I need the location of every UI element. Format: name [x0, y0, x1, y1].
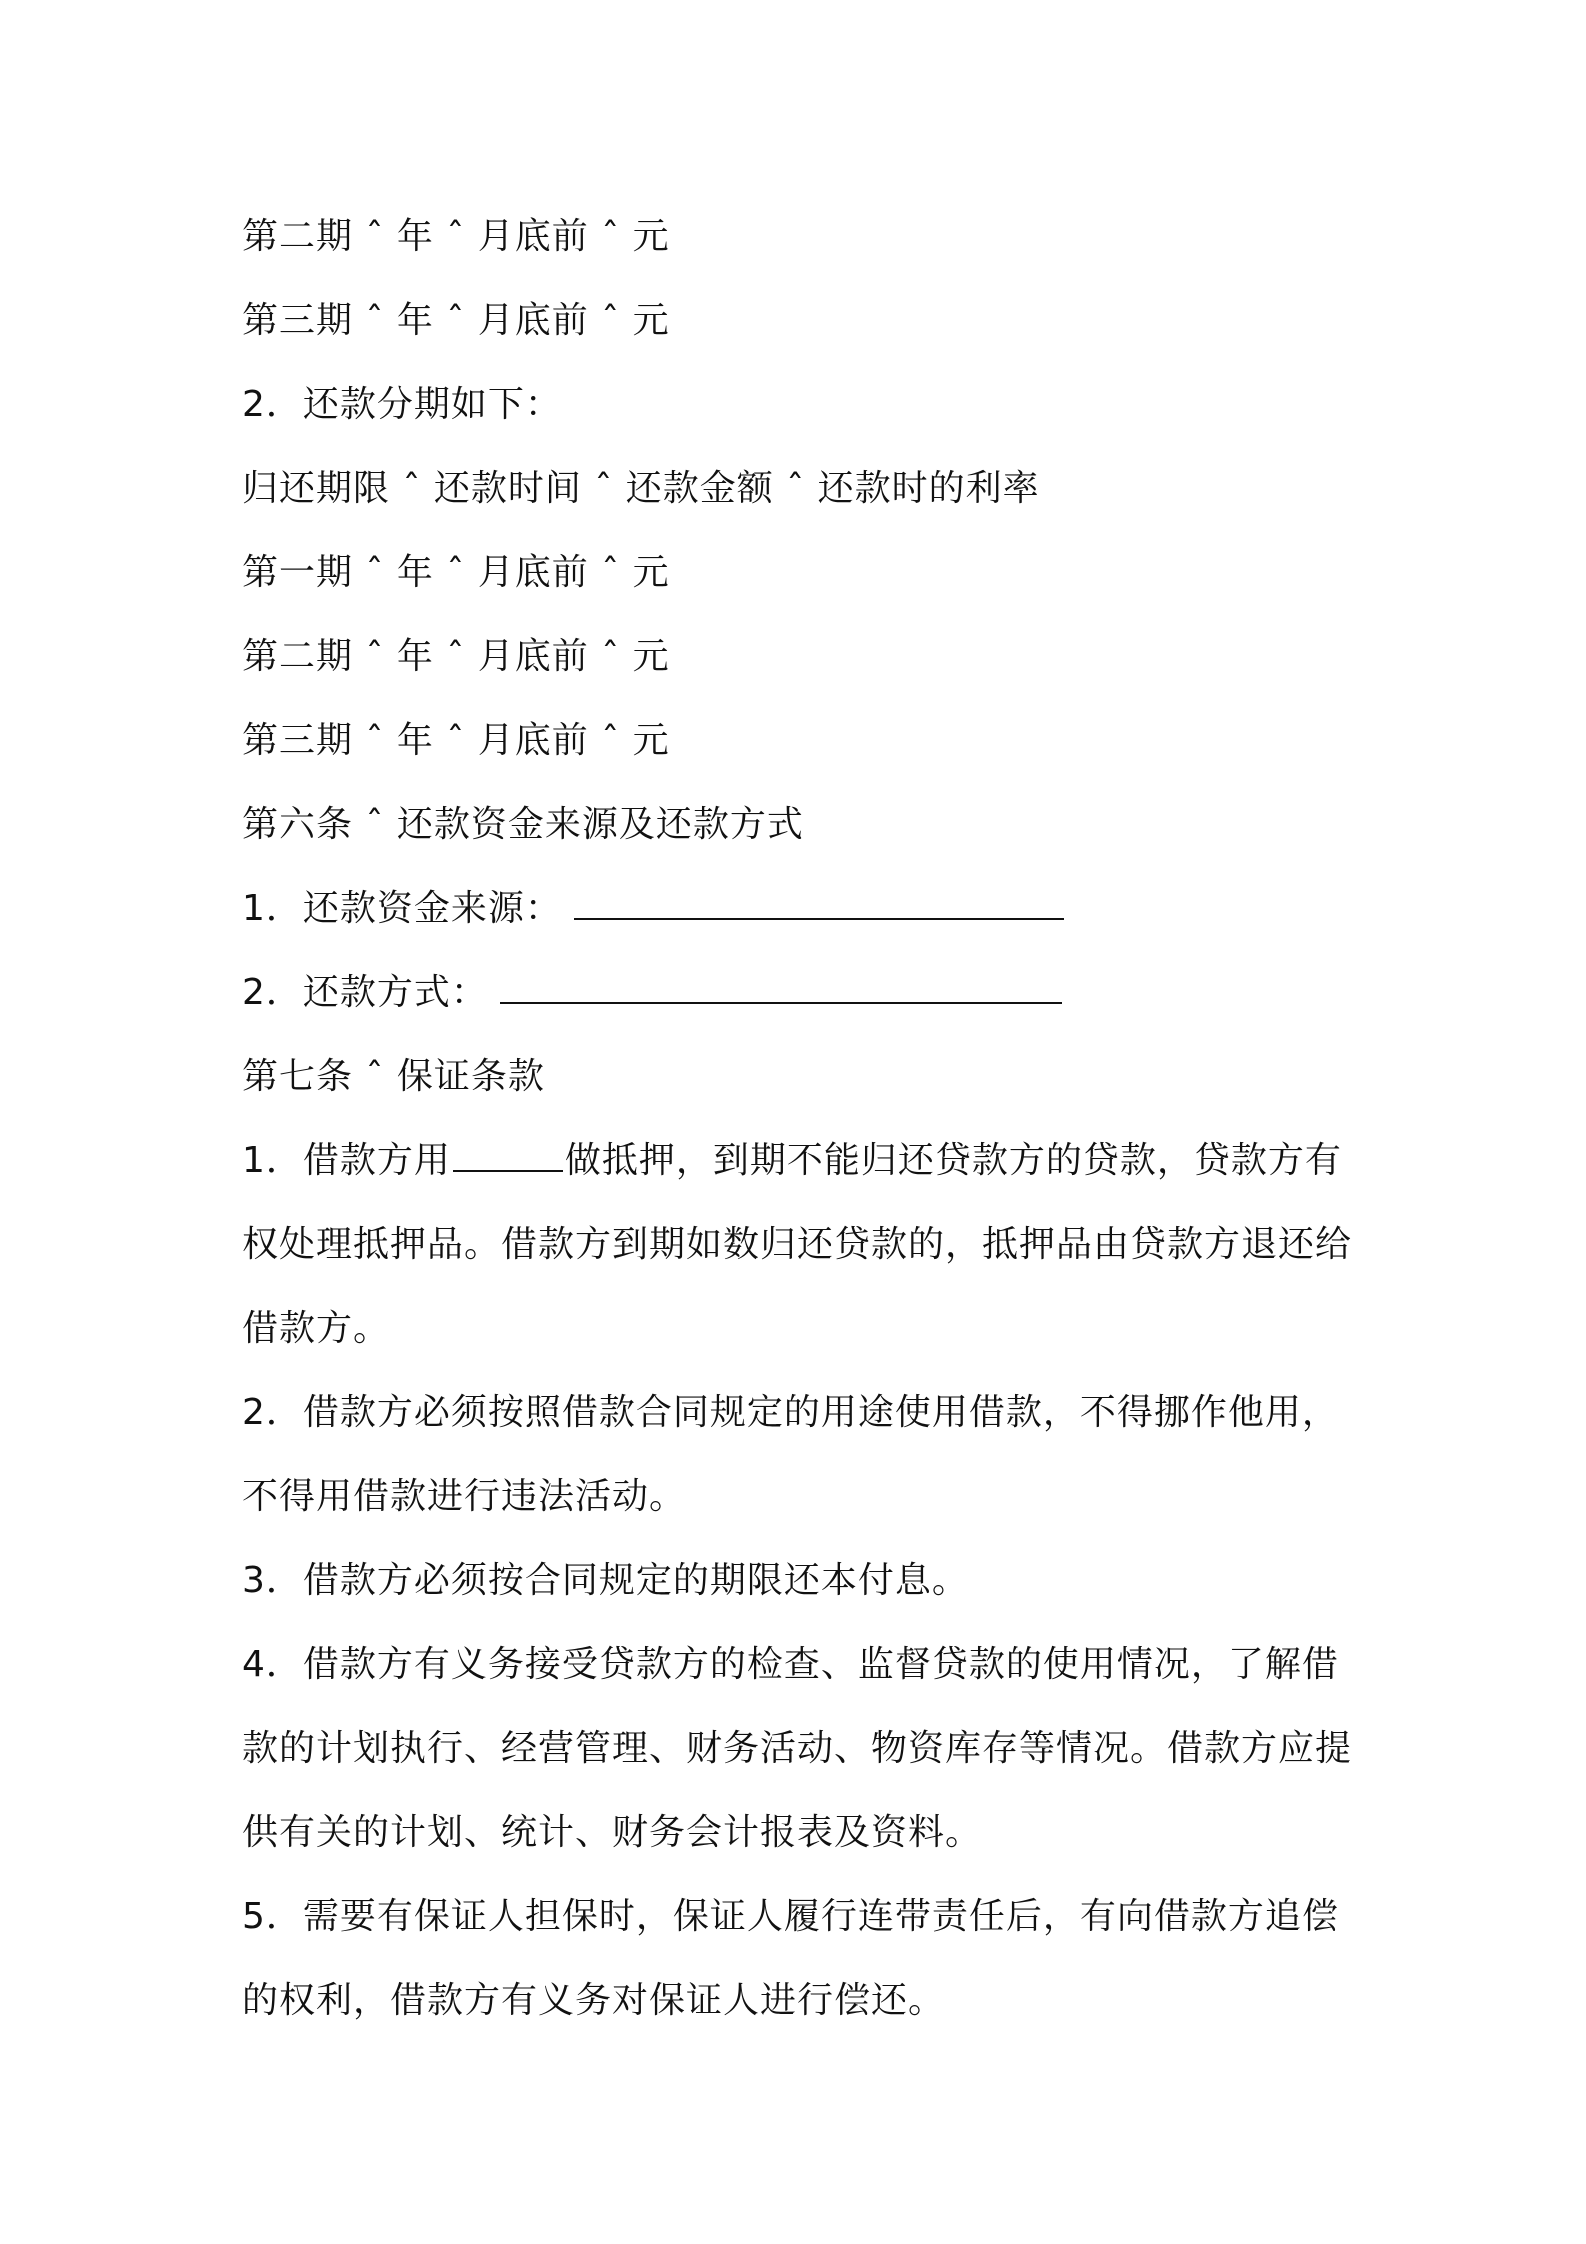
clause-1-after: 做抵押，到期不能归还贷款方的贷款，贷款方有权处理抵押品。借款方到期如数归还贷款的，抵押品由贷款方退还给借款方。 — [242, 1140, 1353, 1349]
repayment-method-line — [242, 951, 1357, 1035]
collateral-blank — [453, 1136, 563, 1172]
clause-2: 2．借款方必须按照借款合同规定的用途使用借款，不得挪作他用，不得用借款进行违法活动。 — [242, 1392, 1339, 1517]
repayment-source-label: 1．还款资金来源： — [242, 888, 562, 929]
article-6-heading: 第六条 ˆ 还款资金来源及还款方式 — [242, 804, 804, 845]
installment-period-2: 第二期 ˆ 年 ˆ 月底前 ˆ 元 — [242, 636, 670, 677]
repayment-line-period-3: 第三期 ˆ 年 ˆ 月底前 ˆ 元 — [242, 300, 670, 341]
repayment-line-period-2: 第二期 ˆ 年 ˆ 月底前 ˆ 元 — [242, 216, 670, 257]
repayment-method-blank — [500, 968, 1062, 1004]
article-7-heading: 第七条 ˆ 保证条款 — [242, 1056, 545, 1097]
clause-3: 3．借款方必须按合同规定的期限还本付息。 — [242, 1560, 969, 1601]
installment-period-3: 第三期 ˆ 年 ˆ 月底前 ˆ 元 — [242, 720, 670, 761]
clause-5: 5．需要有保证人担保时，保证人履行连带责任后，有向借款方追偿的权利，借款方有义务对保证人进行偿还。 — [242, 1896, 1339, 2021]
installment-heading: 2．还款分期如下： — [242, 384, 562, 425]
clause-1-before: 1．借款方用 — [242, 1140, 451, 1181]
repayment-source-blank — [574, 884, 1064, 920]
document-body — [242, 195, 1357, 2043]
installment-table-header: 归还期限 ˆ 还款时间 ˆ 还款金额 ˆ 还款时的利率 — [242, 468, 1040, 509]
clause-1 — [242, 1119, 1357, 1371]
clause-4: 4．借款方有义务接受贷款方的检查、监督贷款的使用情况，了解借款的计划执行、经营管理、财务活动、物资库存等情况。借款方应提供有关的计划、统计、财务会计报表及资料。 — [242, 1644, 1353, 1853]
repayment-source-line — [242, 867, 1357, 951]
installment-period-1: 第一期 ˆ 年 ˆ 月底前 ˆ 元 — [242, 552, 670, 593]
repayment-method-label: 2．还款方式： — [242, 972, 488, 1013]
